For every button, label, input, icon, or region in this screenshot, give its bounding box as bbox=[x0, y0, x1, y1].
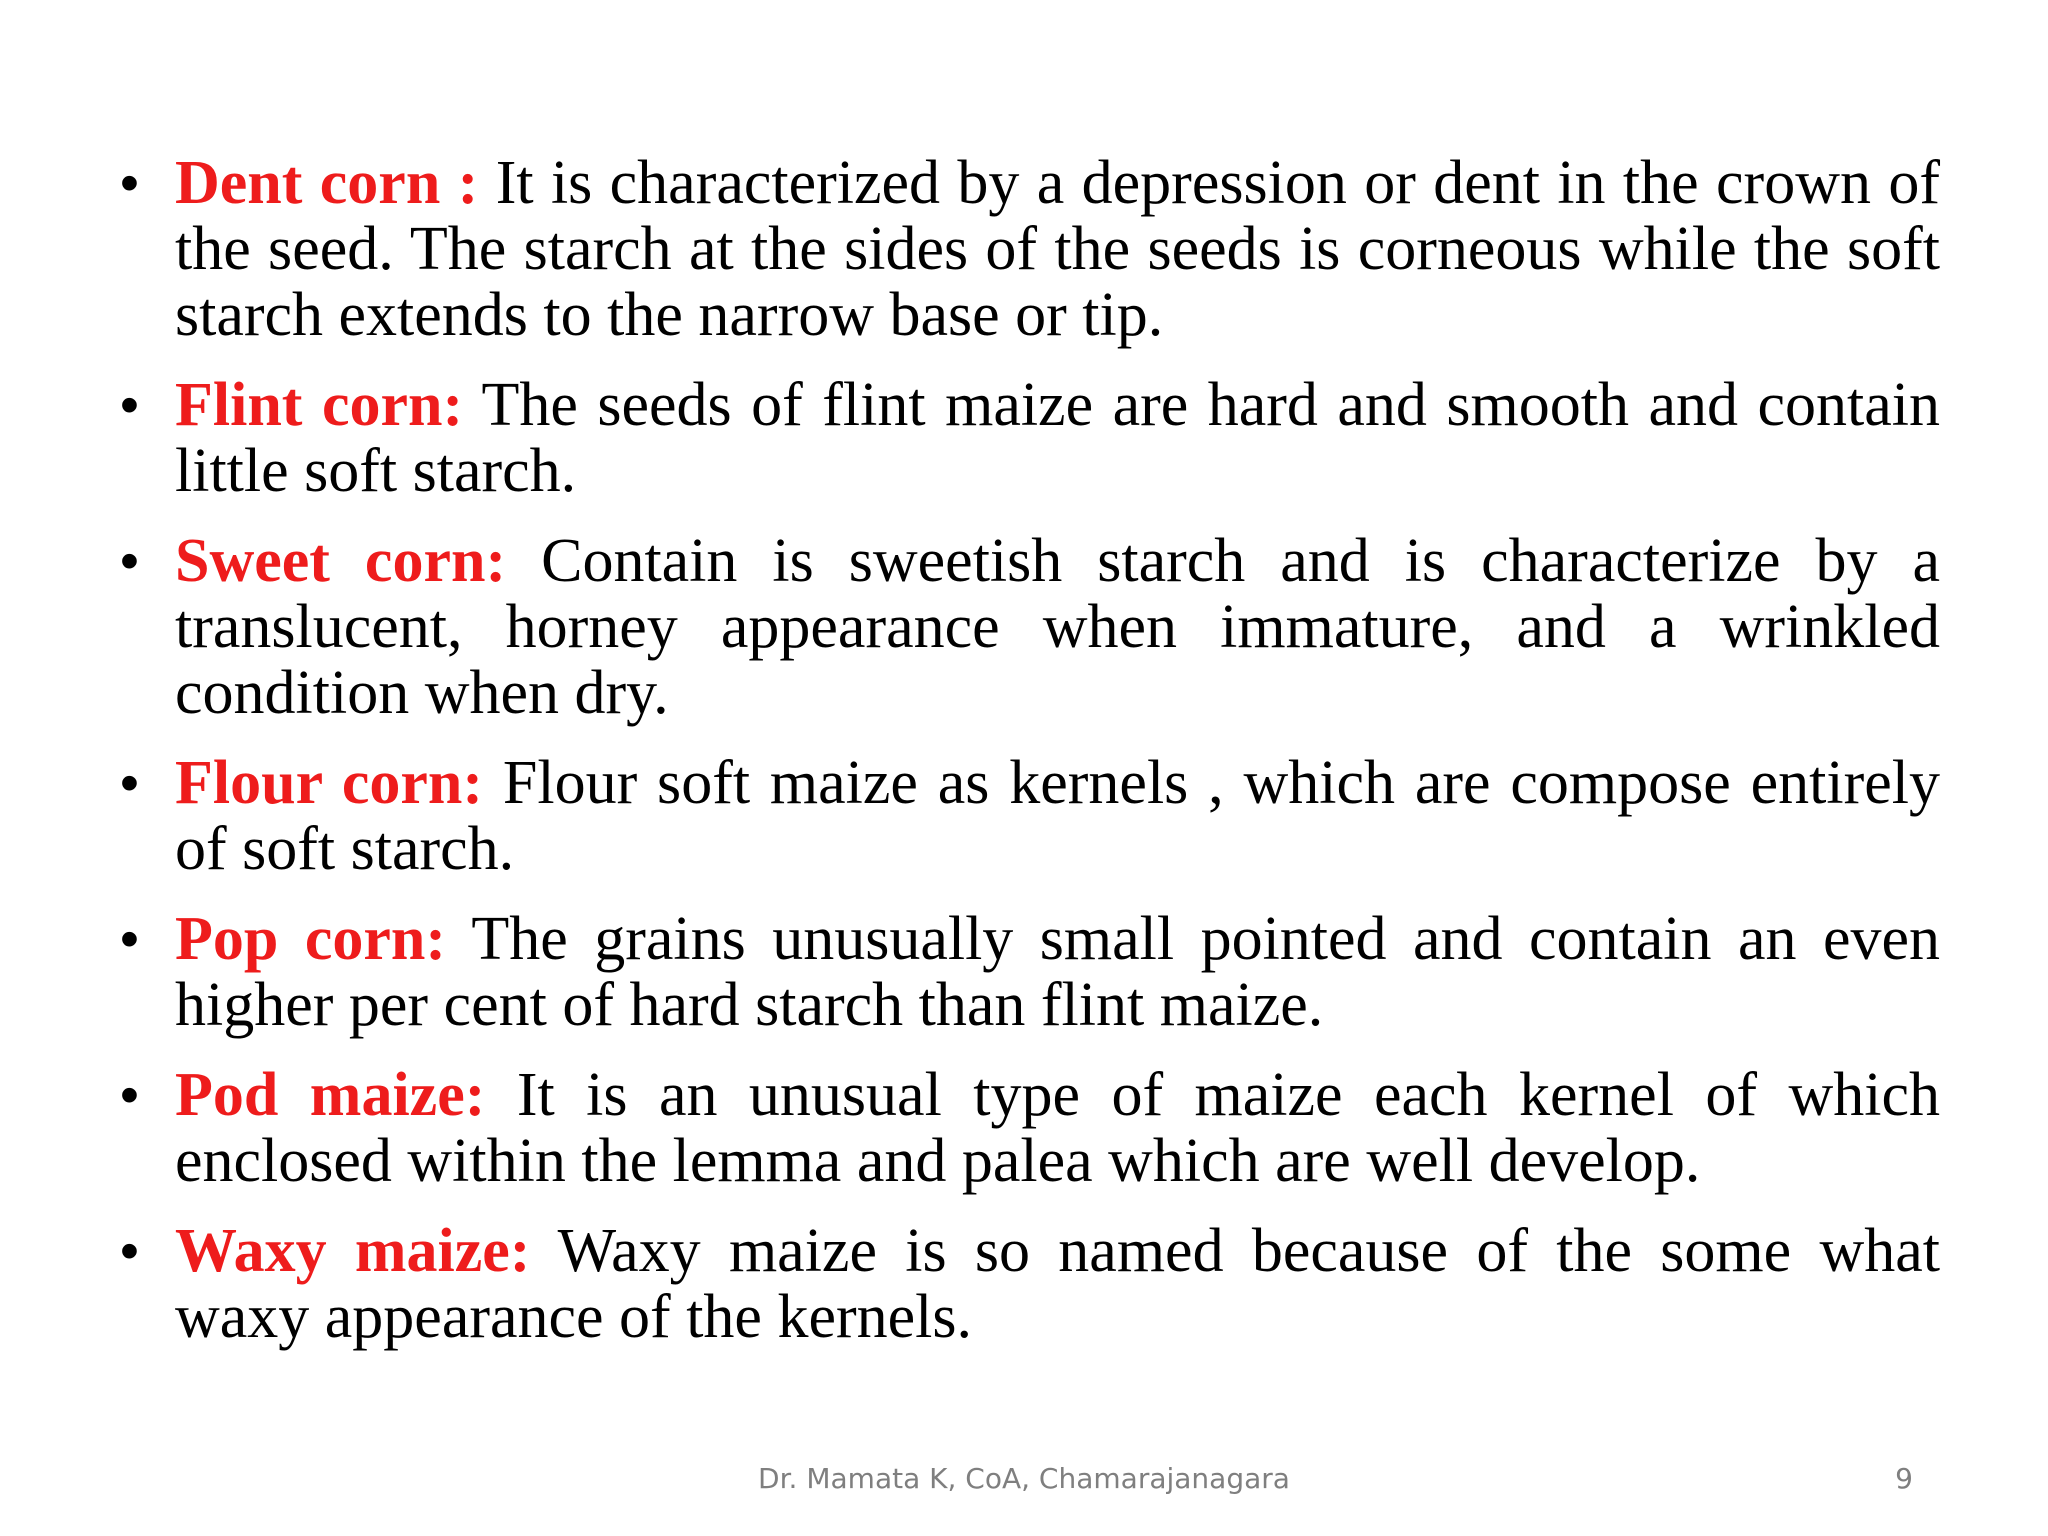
bullet-flour-corn bbox=[120, 750, 1940, 882]
bullet-dent-corn bbox=[120, 150, 1940, 348]
term-label: Waxy maize: bbox=[175, 1217, 531, 1285]
bullet-icon: • bbox=[120, 1065, 139, 1125]
description: It is characterized by a depression or dent in the crown of the seed. The starch at the sides of the seeds is corneous while the soft starch extends to the narrow base or tip. bbox=[175, 149, 1940, 349]
bullet-waxy-maize bbox=[120, 1218, 1940, 1350]
term-label: Dent corn : bbox=[175, 149, 479, 217]
term-label: Flour corn: bbox=[175, 749, 483, 817]
description: Flour soft maize as kernels , which are compose entirely of soft starch. bbox=[175, 749, 1941, 883]
term-label: Pop corn: bbox=[175, 905, 446, 973]
footer-author: Dr. Mamata K, CoA, Chamarajanagara bbox=[758, 1462, 1290, 1495]
bullet-icon: • bbox=[120, 375, 139, 435]
description: The grains unusually small pointed and contain an even higher per cent of hard starch than flint maize. bbox=[175, 905, 1940, 1039]
bullet-pod-maize bbox=[120, 1062, 1940, 1194]
description: Waxy maize is so named because of the some what waxy appearance of the kernels. bbox=[175, 1217, 1940, 1351]
page-number: 9 bbox=[1895, 1462, 1913, 1495]
bullet-sweet-corn bbox=[120, 528, 1940, 726]
bullet-icon: • bbox=[120, 153, 139, 213]
bullet-icon: • bbox=[120, 909, 139, 969]
description: It is an unusual type of maize each kernel of which enclosed within the lemma and palea which are well develop. bbox=[175, 1061, 1940, 1195]
bullet-icon: • bbox=[120, 753, 139, 813]
bullet-icon: • bbox=[120, 1221, 139, 1281]
term-label: Sweet corn: bbox=[175, 527, 507, 595]
description: Contain is sweetish starch and is characterize by a translucent, horney appearance when immature, and a wrinkled condition when dry. bbox=[175, 527, 1941, 727]
bullet-flint-corn bbox=[120, 372, 1940, 504]
bullet-pop-corn bbox=[120, 906, 1940, 1038]
bullet-icon: • bbox=[120, 531, 139, 591]
term-label: Flint corn: bbox=[175, 371, 464, 439]
bullet-list bbox=[120, 150, 1940, 1374]
term-label: Pod maize: bbox=[175, 1061, 486, 1129]
description: The seeds of flint maize are hard and smooth and contain little soft starch. bbox=[175, 371, 1940, 505]
